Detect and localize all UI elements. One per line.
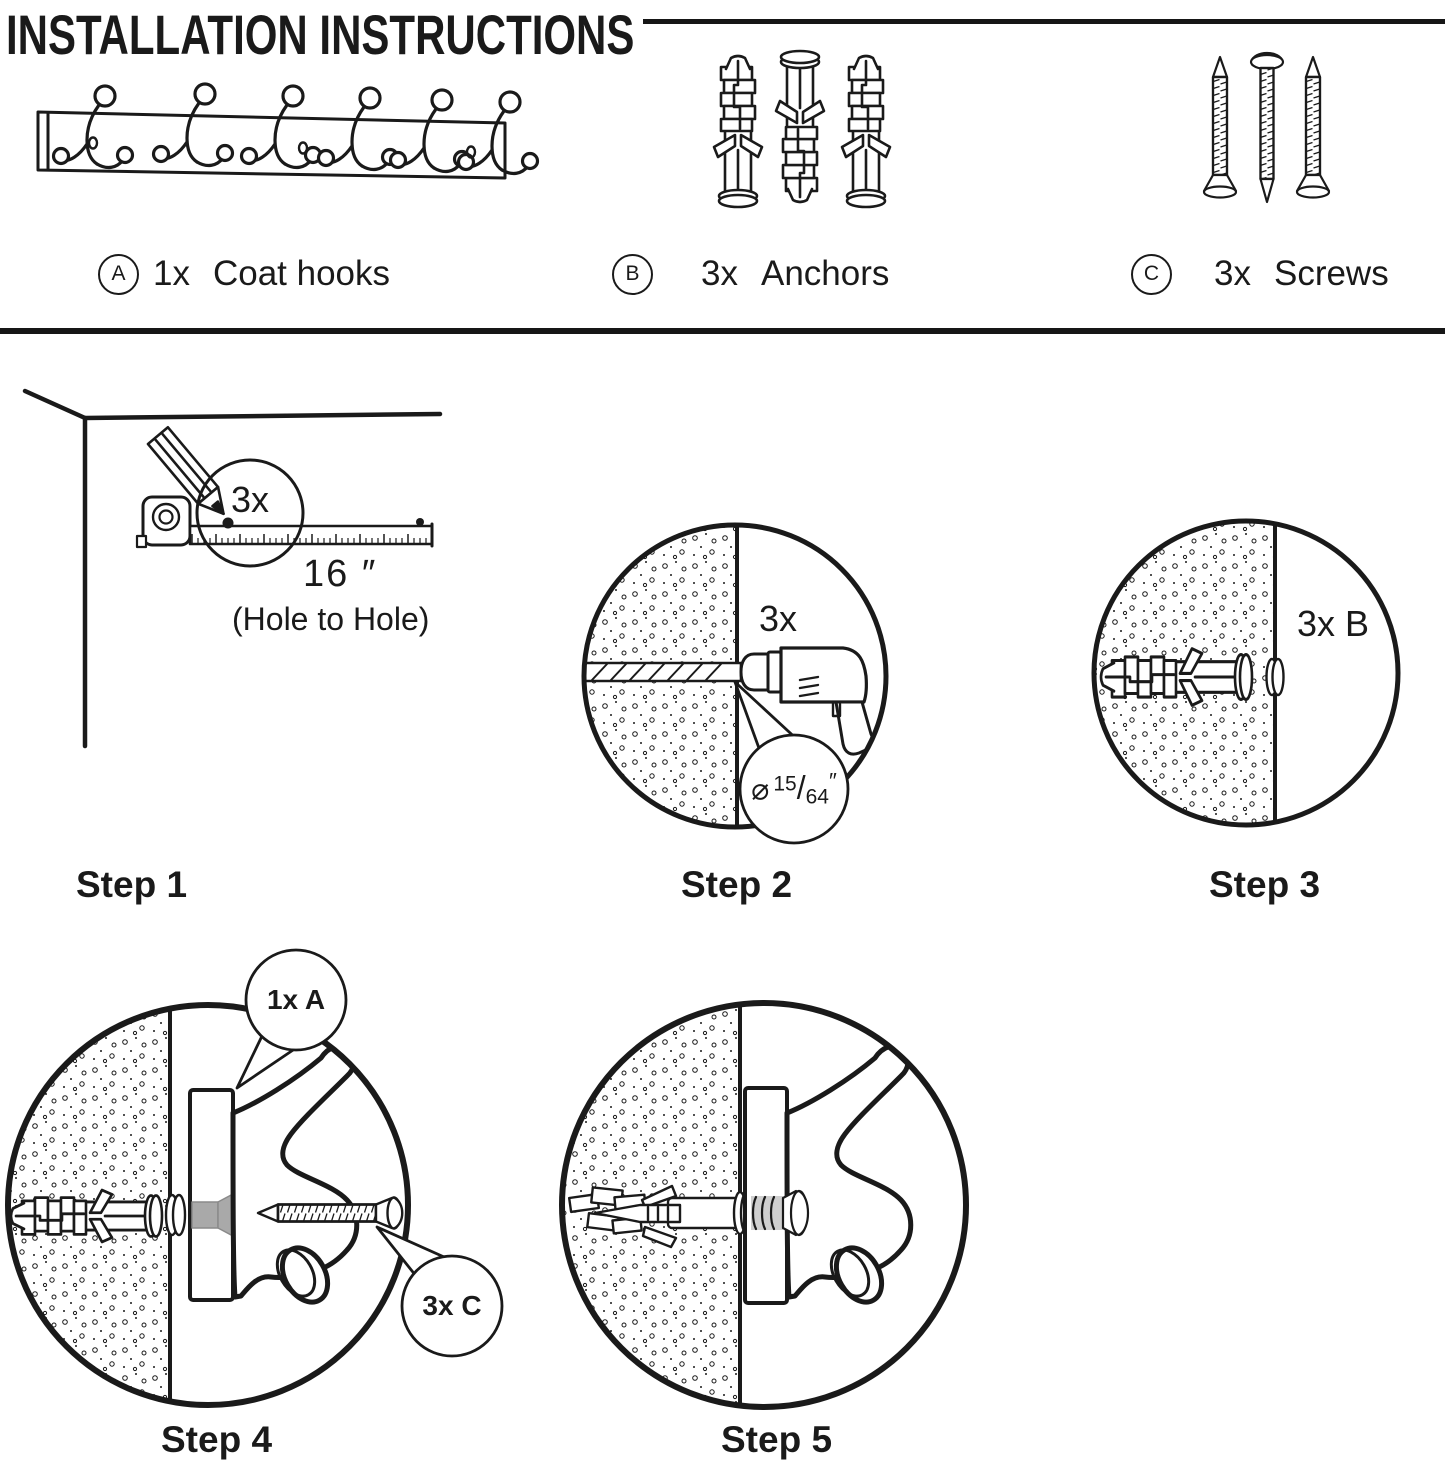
step5-diagram bbox=[562, 1003, 966, 1407]
step3-diagram bbox=[1094, 521, 1398, 825]
step4-label: Step 4 bbox=[161, 1419, 273, 1460]
part-letter-a: A bbox=[98, 254, 139, 295]
bit-size-label: ⌀$^{15}$/64″ bbox=[751, 768, 837, 809]
step1-mark-count: 3x bbox=[230, 479, 270, 520]
section-divider bbox=[0, 328, 1445, 334]
step2-diagram bbox=[573, 525, 886, 843]
part-label-c bbox=[1131, 253, 1389, 295]
step5-label: Step 5 bbox=[721, 1419, 833, 1460]
screws-drawing bbox=[1204, 53, 1329, 202]
step1-note: (Hole to Hole) bbox=[232, 601, 430, 637]
part-qty-b: 3x bbox=[701, 254, 738, 293]
step3-insert-count: 3x B bbox=[1297, 603, 1370, 644]
page-title: INSTALLATION INSTRUCTIONS bbox=[6, 3, 635, 66]
part-name-a: Coat hooks bbox=[212, 254, 391, 293]
header-rule bbox=[643, 19, 1445, 24]
step4-screw-callout: 3x C bbox=[422, 1290, 482, 1321]
part-name-b: Anchors bbox=[760, 254, 890, 293]
hook-profile bbox=[233, 1046, 357, 1310]
step4-plate-callout: 1x A bbox=[266, 984, 326, 1015]
part-letter-c: C bbox=[1131, 254, 1172, 295]
anchors-drawing bbox=[714, 51, 890, 207]
step4-diagram bbox=[8, 950, 502, 1405]
part-qty-c: 3x bbox=[1214, 254, 1251, 293]
step3-label: Step 3 bbox=[1209, 864, 1321, 905]
part-name-c: Screws bbox=[1273, 254, 1389, 293]
step2-drill-count: 3x bbox=[759, 598, 798, 639]
part-label-a bbox=[98, 253, 390, 295]
coat-rack-drawing bbox=[38, 84, 538, 178]
step1-diagram bbox=[25, 391, 440, 746]
diameter-symbol: ⌀ bbox=[751, 773, 774, 807]
part-label-b bbox=[612, 253, 889, 295]
part-letter-b: B bbox=[612, 254, 653, 295]
hook-profile bbox=[787, 1046, 911, 1310]
part-qty-a: 1x bbox=[153, 254, 190, 293]
step2-label: Step 2 bbox=[681, 864, 793, 905]
step1-label: Step 1 bbox=[76, 864, 188, 905]
step1-distance: 16 ″ bbox=[303, 553, 378, 595]
screw-channel bbox=[192, 1202, 218, 1228]
